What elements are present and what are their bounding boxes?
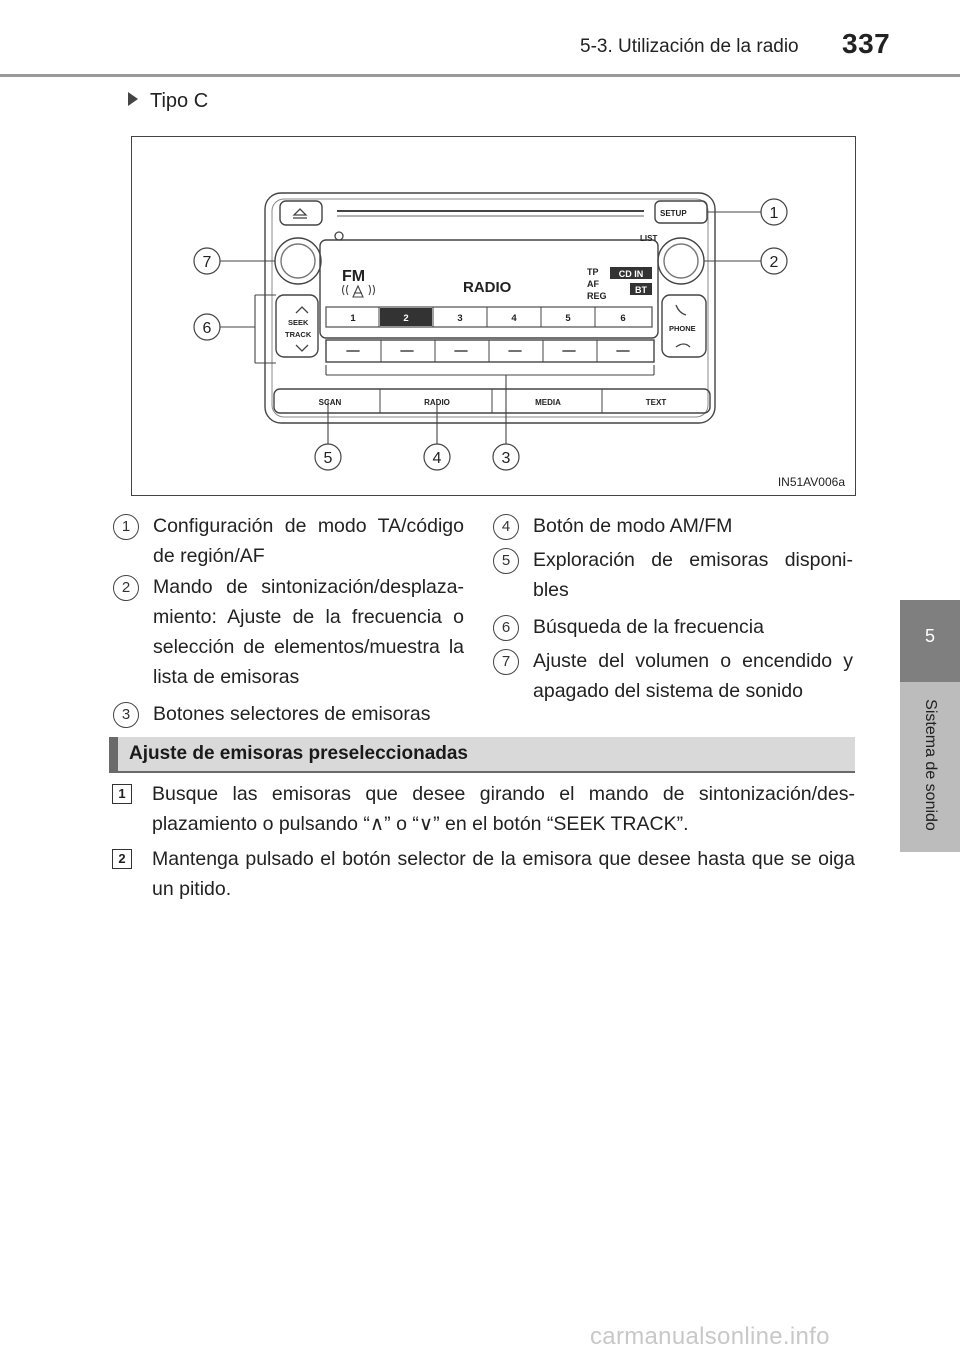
band-label: FM <box>342 268 366 285</box>
section-heading-accent <box>109 737 118 771</box>
subheading-text: Tipo C <box>150 90 209 112</box>
legend-text: Botones selectores de emisoras <box>153 703 431 725</box>
chapter-number: 5 <box>924 626 935 646</box>
legend-text: Ajuste del volumen o encendido y apagado del sistema de sonido <box>533 650 853 702</box>
legend-item <box>501 545 853 605</box>
legend-number: 2 <box>113 575 139 601</box>
legend-item <box>501 612 853 642</box>
volume-knob <box>275 238 321 284</box>
legend-text: Mando de sintonización/desplaza-miento: Ajuste de la frecuencia o selección de elementos/muestra la lista de emisoras <box>153 576 464 688</box>
indicator-af: AF <box>587 279 599 289</box>
phone-pickup-icon <box>676 305 686 315</box>
power-icon <box>335 232 343 240</box>
legend-text: Configuración de modo TA/código de región/AF <box>153 515 464 567</box>
preset-number: 5 <box>565 313 571 324</box>
cd-in-label: CD IN <box>618 269 644 279</box>
section-title: 5-3. Utilización de la radio <box>580 36 799 57</box>
callout-label: 5 <box>323 450 333 467</box>
callout-label: 2 <box>769 254 779 271</box>
legend-number: 6 <box>493 615 519 641</box>
legend-text: Exploración de emisoras disponi-bles <box>533 549 853 601</box>
legend-number: 1 <box>113 514 139 540</box>
subheading <box>128 90 208 113</box>
phone-hangup-icon <box>676 344 690 347</box>
callout-label: 4 <box>432 450 442 467</box>
preset-number: 4 <box>511 313 517 324</box>
setup-label: SETUP <box>660 209 687 218</box>
step-number: 1 <box>112 784 132 804</box>
eject-button <box>280 201 322 225</box>
radio-panel-figure <box>131 136 856 496</box>
bt-label: BT <box>635 285 647 295</box>
legend-item <box>121 511 464 571</box>
traffic-icon <box>353 286 363 297</box>
step-item <box>118 844 855 904</box>
seek-down-icon <box>296 345 308 351</box>
page-header <box>0 0 960 80</box>
list-label: LIST <box>640 234 658 243</box>
header-rule <box>0 74 960 77</box>
callout-label: 1 <box>769 205 779 222</box>
indicator-reg: REG <box>587 291 607 301</box>
step-number: 2 <box>112 849 132 869</box>
section-heading-rule <box>109 771 855 773</box>
legend-number: 3 <box>113 702 139 728</box>
legend-item <box>501 511 853 541</box>
step-text: Mantenga pulsado el botón selector de la emisora que desee hasta que se oiga un pitido. <box>152 848 855 900</box>
bottom-button-label: RADIO <box>424 398 450 407</box>
chapter-label <box>915 690 945 840</box>
callout-label: 7 <box>202 254 212 271</box>
legend-number: 7 <box>493 649 519 675</box>
figure-code: IN51AV006a <box>777 475 845 489</box>
chapter-tab <box>900 600 960 682</box>
legend-text: Botón de modo AM/FM <box>533 515 733 537</box>
legend-number: 5 <box>493 548 519 574</box>
legend-number: 4 <box>493 514 519 540</box>
watermark: carmanualsonline.info <box>590 1323 830 1350</box>
bottom-button-label: TEXT <box>645 398 667 407</box>
phone-label: PHONE <box>669 324 696 333</box>
legend-item <box>501 646 853 706</box>
preset-number: 3 <box>457 313 463 324</box>
legend-text: Búsqueda de la frecuencia <box>533 616 764 638</box>
step-item <box>118 779 855 839</box>
legend-item <box>121 572 464 692</box>
section-heading-bar <box>109 737 855 771</box>
indicator-tp: TP <box>587 267 599 277</box>
callout-label: 3 <box>501 450 511 467</box>
preset-row <box>326 307 652 327</box>
step-text: Busque las emisoras que desee girando el mando de sintonización/des-plazamiento o pulsando “∧” o “∨” en el botón “SEEK TRACK”. <box>152 783 855 835</box>
radio-panel-illustration <box>132 137 857 497</box>
seek-label: SEEK <box>288 318 309 327</box>
bottom-button-label: SCAN <box>318 398 342 407</box>
seek-up-icon <box>296 307 308 313</box>
chapter-title: Sistema de sonido <box>922 699 939 831</box>
page-number: 337 <box>842 28 891 59</box>
preset-number: 6 <box>620 313 626 324</box>
preset-button-strip <box>326 340 654 362</box>
preset-number: 2 <box>403 313 409 324</box>
tune-scroll-knob <box>658 238 704 284</box>
callout-label: 6 <box>202 320 212 337</box>
source-label: RADIO <box>463 279 512 296</box>
bottom-button-label: MEDIA <box>535 398 561 407</box>
section-heading: Ajuste de emisoras preseleccionadas <box>129 743 468 764</box>
track-label: TRACK <box>285 330 312 339</box>
legend-item <box>121 699 464 729</box>
triangle-bullet-icon <box>128 92 138 106</box>
preset-number: 1 <box>350 313 356 324</box>
eject-icon <box>294 209 306 215</box>
